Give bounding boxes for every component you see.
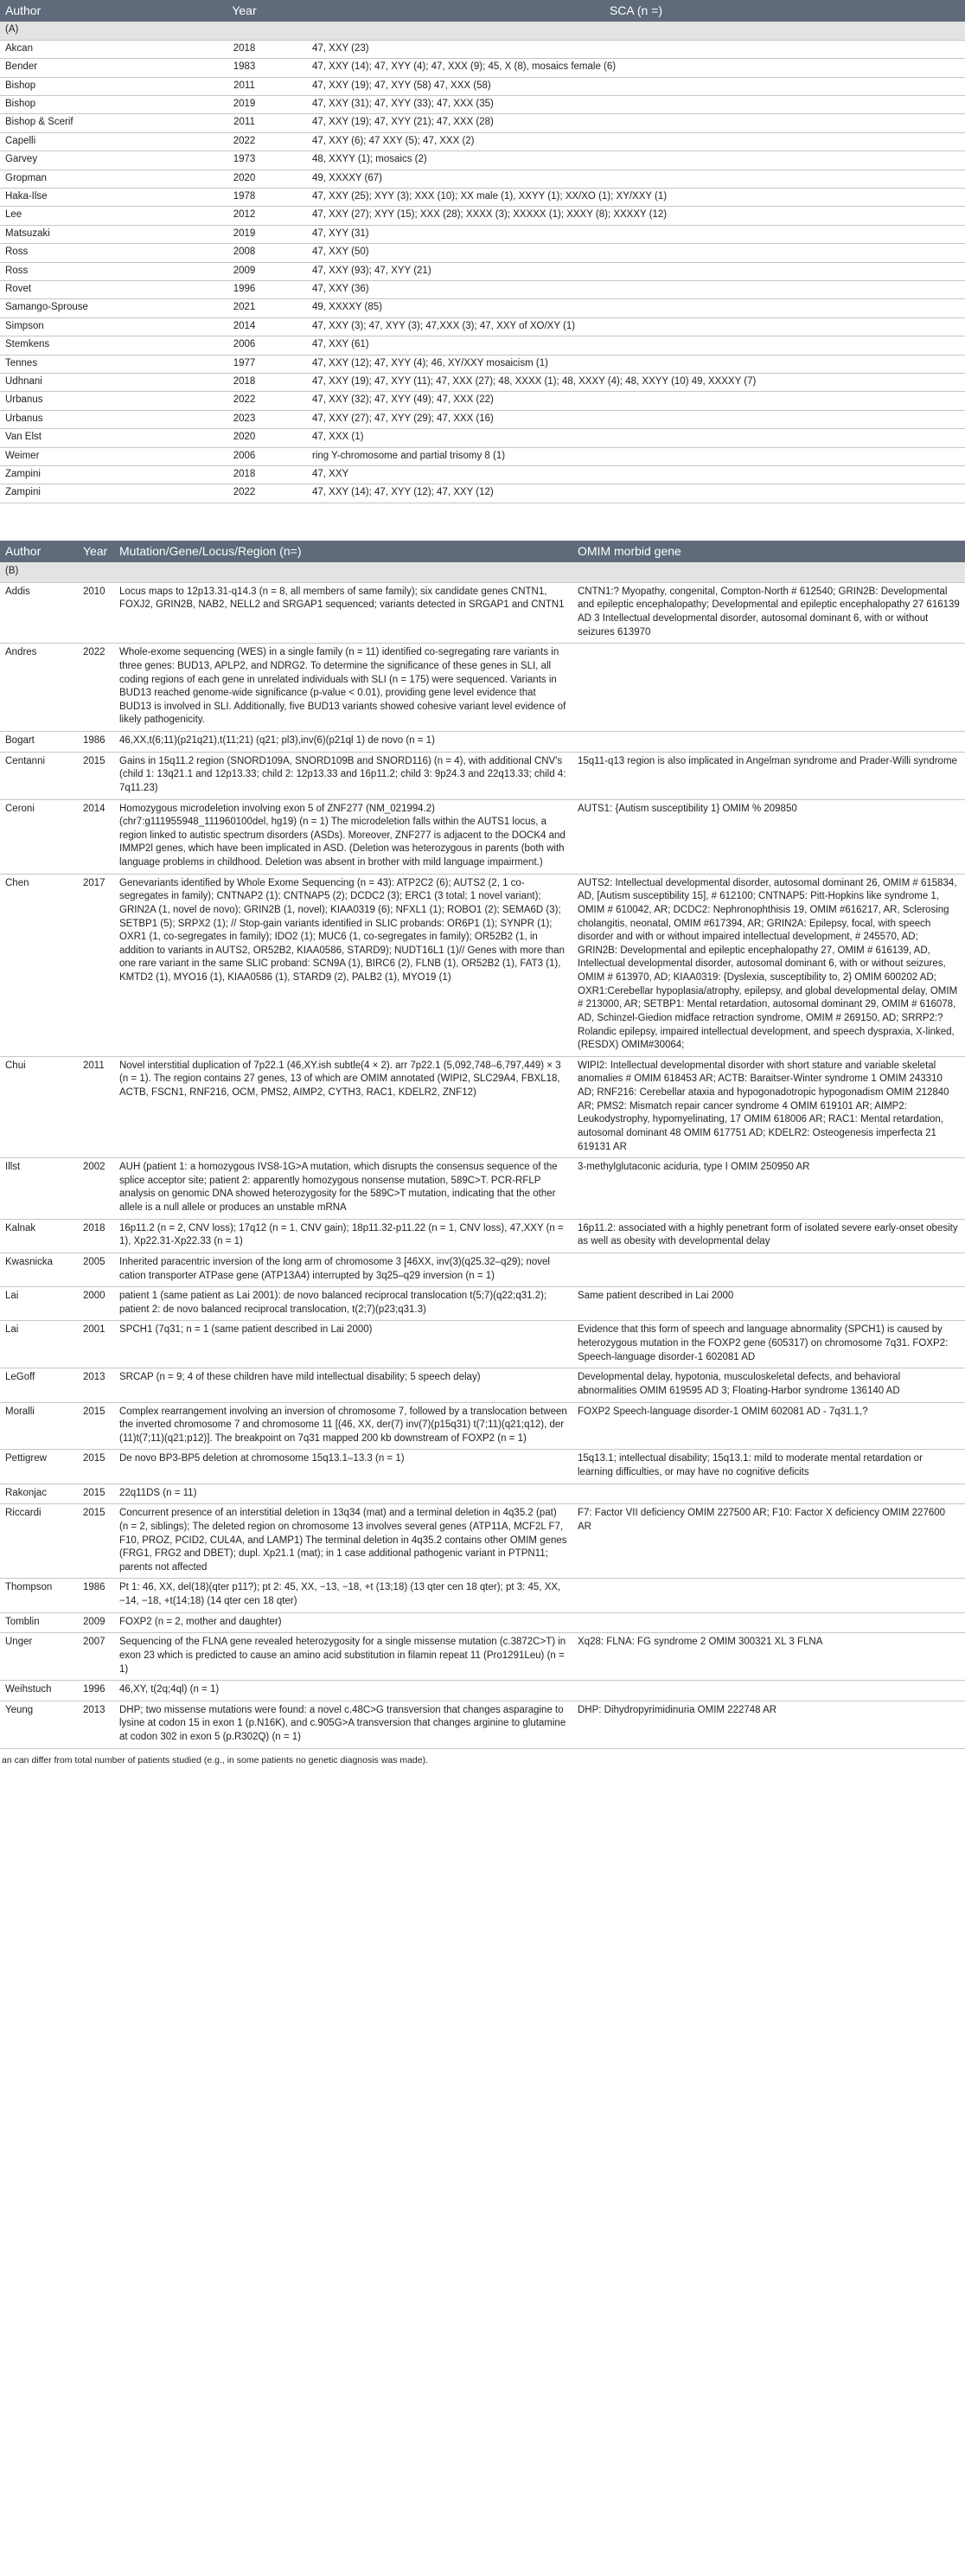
year-cell: 2018	[78, 1219, 114, 1253]
omim-cell	[572, 1681, 965, 1701]
sca-cell: 47, XXY (19); 47, XYY (58) 47, XXX (58)	[307, 77, 965, 95]
year-cell: 2013	[78, 1368, 114, 1402]
mutation-cell: Inherited paracentric inversion of the long arm of chromosome 3 [46XX, inv(3)(q25.32–q29); novel cation transporter ATPase gene (ATP13A4) interrupted by 3q25–q29 inversion (n = 1)	[114, 1253, 572, 1286]
sca-cell: 47, XXY (14); 47, XYY (12); 47, XXY (12)	[307, 484, 965, 503]
table-a-row	[0, 151, 965, 170]
table-a-row	[0, 373, 965, 391]
omim-cell	[572, 1483, 965, 1504]
mutation-cell: DHP; two missense mutations were found: a novel c.48C>G transversion that changes asparagine to lysine at codon 15 in exon 1 (p.N16K), and c.905G>A transversion that changes arginine to glutamine at codon 302 in exon 5 (p.R302Q) (n = 1)	[114, 1701, 572, 1748]
sca-cell: 47, XXY (32); 47, XYY (49); 47, XXX (22)	[307, 392, 965, 410]
year-cell: 2022	[182, 132, 307, 151]
table-b-row	[0, 1701, 965, 1748]
author-cell: Lee	[0, 207, 182, 225]
table-b-header-year: Year	[78, 541, 114, 562]
table-a-row	[0, 189, 965, 207]
mutation-cell: SPCH1 (7q31; n = 1 (same patient described in Lai 2000)	[114, 1321, 572, 1368]
year-cell: 2002	[78, 1158, 114, 1220]
omim-cell: AUTS1: {Autism susceptibility 1} OMIM % 209850	[572, 799, 965, 874]
table-a-row	[0, 225, 965, 243]
sca-cell: 49, XXXXY (85)	[307, 299, 965, 317]
spacer-cell	[0, 503, 965, 541]
table-a-row	[0, 410, 965, 428]
mutation-cell: Homozygous microdeletion involving exon 5 of ZNF277 (NM_021994.2) (chr7:g111955948_111960100del, hg19) (n = 1) The microdeletion falls within the AUTS1 locus, a region linked to autistic spectrum disorders (ASDs). Moreover, ZNF277 is adjacent to the DOCK4 and IMMP2l genes, which have been implicated in ASD. (Deletion was heterozygous in parents (both with language problems in childhood. Deletion was absent in brother with mild language impairment.)	[114, 799, 572, 874]
sca-cell: 47, XXY (19); 47, XYY (21); 47, XXX (28)	[307, 114, 965, 132]
year-cell: 2020	[182, 429, 307, 447]
omim-cell: Xq28: FLNA: FG syndrome 2 OMIM 300321 XL 3 FLNA	[572, 1633, 965, 1681]
sca-cell: 47, XXY (3); 47, XYY (3); 47,XXX (3); 47, XXY of XO/XY (1)	[307, 317, 965, 336]
sca-cell: 47, XXY	[307, 465, 965, 484]
year-cell: 2019	[182, 96, 307, 114]
omim-cell: WIPI2: Intellectual developmental disorder with short stature and variable skeletal anomalies # OMIM 618453 AR; ACTB: Baraitser-Winter syndrome 1 OMIM 243310 AD; RNF216: Cerebellar ataxia and hypogonadotropic hypogonadism OMIM 212840 AR; PMS2: Mismatch repair cancer syndrome 4 OMIM 619101 AR; AIMP2: Leukodystrophy, hypomyelinating, 17 OMIM 618006 AR; RAC1: Mental retardation, autosomal dominant 48 OMIM 617751 AD; KDELR2: Osteogenesis imperfecta 21 619131 AR	[572, 1056, 965, 1157]
table-b-row	[0, 1056, 965, 1157]
omim-cell	[572, 1253, 965, 1286]
author-cell: Bender	[0, 59, 182, 77]
table-b-body	[0, 562, 965, 1748]
author-cell: Bishop	[0, 77, 182, 95]
table-b-row	[0, 1483, 965, 1504]
mutation-cell: Concurrent presence of an interstitial deletion in 13q34 (mat) and a terminal deletion in 4q35.2 (pat) (n = 2, siblings); The deleted region on chromosome 13 involves several genes (ATP11A, MCF2L F7, F10, PROZ, PCID2, CUL4A, and LAMP1) The terminal deletion in 4q35.2 contains other OMIM genes (FRG1, FRG2 and DBET); dupl. Xp21.1 (mat); in 1 case additional pathogenic variant in PTPN11; parents not affected	[114, 1504, 572, 1579]
table-b-row	[0, 1450, 965, 1483]
author-cell: Ceroni	[0, 799, 78, 874]
author-cell: Ross	[0, 244, 182, 262]
table-b-row	[0, 1219, 965, 1253]
mutation-cell: 46,XX,t(6;11)(p21q21),t(11;21) (q21; pl3),inv(6)(p21ql 1) de novo (n = 1)	[114, 732, 572, 753]
sca-cell: 47, XYY (31)	[307, 225, 965, 243]
year-cell: 2022	[182, 484, 307, 503]
author-cell: Unger	[0, 1633, 78, 1681]
sca-cell: 47, XXX (1)	[307, 429, 965, 447]
sca-cell: 48, XXYY (1); mosaics (2)	[307, 151, 965, 170]
mutation-cell: SRCAP (n = 9; 4 of these children have mild intellectual disability; 5 speech delay)	[114, 1368, 572, 1402]
year-cell: 2013	[78, 1701, 114, 1748]
author-cell: Addis	[0, 582, 78, 644]
year-cell: 2011	[182, 114, 307, 132]
author-cell: Urbanus	[0, 392, 182, 410]
table-a-row	[0, 40, 965, 58]
year-cell: 2015	[78, 1450, 114, 1483]
table-a-row	[0, 207, 965, 225]
table-a-row	[0, 447, 965, 465]
sca-cell: 47, XXY (50)	[307, 244, 965, 262]
table-b-row	[0, 732, 965, 753]
mutation-cell: Novel interstitial duplication of 7p22.1 (46,XY.ish subtle(4 × 2). arr 7p22.1 (5,092,748–6,797,449) × 3 (n = 1). The region contains 27 genes, 13 of which are OMIM annotated (WIPI2, SLC29A4, FBXL18, ACTB, FSCN1, RNF216, OCM, PMS2, AIMP2, CYTH3, RAC1, KDELR2, ZNF12)	[114, 1056, 572, 1157]
year-cell: 1978	[182, 189, 307, 207]
mutation-cell: Whole-exome sequencing (WES) in a single family (n = 11) identified co-segregating rare variants in three genes: BUD13, APLP2, and NDRG2. To determine the significance of these genes in SLI, all coding regions of each gene in unrelated individuals with SLI (n = 175) were sequenced. Variants in BUD13 reached genome-wide significance (p-value < 0.01), providing gene level evidence that BUD13 is involved in SLI. Additionally, five BUD13 variants showed cohesive variant level evidence of likely pathogenicity.	[114, 644, 572, 732]
author-cell: Matsuzaki	[0, 225, 182, 243]
mutation-cell: Locus maps to 12p13.31-q14.3 (n = 8, all members of same family); six candidate genes CNTN1, FOXJ2, GRIN2B, NAB2, NELL2 and SRGAP1 sequenced; variants detected in SRGAP1 and CNTN1	[114, 582, 572, 644]
author-cell: Tomblin	[0, 1612, 78, 1633]
omim-cell	[572, 1579, 965, 1612]
omim-cell	[572, 644, 965, 732]
omim-cell: Developmental delay, hypotonia, musculoskeletal defects, and behavioral abnormalities OMIM 619595 AD 3; Floating-Harbor syndrome 136140 AD	[572, 1368, 965, 1402]
mutation-cell: Genevariants identified by Whole Exome Sequencing (n = 43): ATP2C2 (6); AUTS2 (2, 1 co-segregates in family); CNTNAP2 (1); CNTNAP5 (2); DCDC2 (3); ERC1 (3 total; 1 novel variant); GRIN2A (1, novel de novo); GRIN2B (1, novel); KIAA0319 (6); NFXL1 (1); ROBO1 (2); SEMA6D (3); SETBP1 (5); SRPX2 (1); // Stop-gain variants identified in SLIC probands: OR6P1 (1); SYNPR (1); OXR1 (1, co-segregates in family); IDO2 (1); MUC6 (1, co-segregates in family); OR52B2 (1, in addition to variants in AUTS2, OR52B2, KIAA0586, STARD9); NUDT16L1 (1)// Genes with more than one rare variant in the same SLIC proband: SCN9A (1), BIRC6 (2), FLNB (1), OR52B2 (1), FAT3 (1), KMTD2 (1), MYO16 (1), KIAA0586 (1), STARD9 (2), PALB2 (1), MYO19 (1)	[114, 874, 572, 1056]
table-a-row	[0, 429, 965, 447]
table-a-row	[0, 317, 965, 336]
table-b-row	[0, 1402, 965, 1450]
table-a-header-year: Year	[182, 0, 307, 22]
omim-cell: Evidence that this form of speech and language abnormality (SPCH1) is caused by heterozygous mutation in the FOXP2 gene (605317) on chromosome 7q31. FOXP2: Speech-language disorder-1 602081 AD	[572, 1321, 965, 1368]
year-cell: 2001	[78, 1321, 114, 1368]
table-a-row	[0, 77, 965, 95]
author-cell: Ross	[0, 262, 182, 280]
author-cell: LeGoff	[0, 1368, 78, 1402]
omim-cell: 15q13.1; intellectual disability; 15q13.1: mild to moderate mental retardation or learning difficulties, or may have no cognitive deficits	[572, 1450, 965, 1483]
year-cell: 1996	[182, 281, 307, 299]
author-cell: Rovet	[0, 281, 182, 299]
mutation-cell: patient 1 (same patient as Lai 2001): de novo balanced reciprocal translocation t(5;7)(q22;q31.2); patient 2: de novo balanced reciprocal translocation, t(2;7)(p23;q31.3)	[114, 1287, 572, 1321]
author-cell: Garvey	[0, 151, 182, 170]
table-a-section-label: (A)	[0, 22, 965, 40]
year-cell: 2010	[78, 582, 114, 644]
author-cell: Stemkens	[0, 336, 182, 355]
author-cell: Centanni	[0, 752, 78, 799]
table-b-row	[0, 644, 965, 732]
table-b-header-omim: OMIM morbid gene	[572, 541, 965, 562]
table-a-row	[0, 355, 965, 373]
author-cell: Van Elst	[0, 429, 182, 447]
table-footnote: an can differ from total number of patients studied (e.g., in some patients no genetic diagnosis was made).	[2, 1754, 428, 1765]
year-cell: 2019	[182, 225, 307, 243]
omim-cell	[572, 1612, 965, 1633]
author-cell: Chui	[0, 1056, 78, 1157]
year-cell: 1973	[182, 151, 307, 170]
table-b-header-author: Author	[0, 541, 78, 562]
year-cell: 2006	[182, 336, 307, 355]
mutation-cell: Complex rearrangement involving an inversion of chromosome 7, followed by a translocation between the inverted chromosome 7 and chromosome 11 [(46, XX, der(7) inv(7)(p15q31) t(7;11)(q21;q12), der (11)t(7;11)(q21;p12)]. The breakpoint on 7q31 mapped 200 kb downstream of FOXP2 (n = 1)	[114, 1402, 572, 1450]
mutation-cell: 22q11DS (n = 11)	[114, 1483, 572, 1504]
author-cell: Gropman	[0, 170, 182, 188]
author-cell: Chen	[0, 874, 78, 1056]
table-b-header-mutation: Mutation/Gene/Locus/Region (n=)	[114, 541, 572, 562]
table-a-spacer-row	[0, 503, 965, 541]
table-a-header-author: Author	[0, 0, 182, 22]
omim-cell: CNTN1:? Myopathy, congenital, Compton-North # 612540; GRIN2B: Developmental and epileptic encephalopathy; Developmental and epileptic encephalopathy 27 616139 AD 3 Intellectual developmental disorder, autosomal dominant 6, with or without seizures 613970	[572, 582, 965, 644]
omim-cell: 15q11-q13 region is also implicated in Angelman syndrome and Prader-Willi syndrome	[572, 752, 965, 799]
year-cell: 2022	[78, 644, 114, 732]
year-cell: 2018	[182, 465, 307, 484]
author-cell: Zampini	[0, 465, 182, 484]
author-cell: Lai	[0, 1321, 78, 1368]
author-cell: Akcan	[0, 40, 182, 58]
author-cell: Yeung	[0, 1701, 78, 1748]
omim-cell: Same patient described in Lai 2000	[572, 1287, 965, 1321]
mutation-cell: De novo BP3-BP5 deletion at chromosome 15q13.1–13.3 (n = 1)	[114, 1450, 572, 1483]
author-cell: Illst	[0, 1158, 78, 1220]
year-cell: 2014	[182, 317, 307, 336]
table-a-row	[0, 132, 965, 151]
year-cell: 2000	[78, 1287, 114, 1321]
year-cell: 1977	[182, 355, 307, 373]
author-cell: Kwasnicka	[0, 1253, 78, 1286]
year-cell: 2015	[78, 1402, 114, 1450]
table-a-row	[0, 299, 965, 317]
table-a-row	[0, 244, 965, 262]
year-cell: 1996	[78, 1681, 114, 1701]
table-a-row	[0, 96, 965, 114]
author-cell: Kalnak	[0, 1219, 78, 1253]
sca-cell: 47, XXY (23)	[307, 40, 965, 58]
omim-cell: 16p11.2: associated with a highly penetrant form of isolated severe early-onset obesity as well as obesity with developmental delay	[572, 1219, 965, 1253]
omim-cell: F7: Factor VII deficiency OMIM 227500 AR; F10: Factor X deficiency OMIM 227600 AR	[572, 1504, 965, 1579]
table-b	[0, 541, 965, 1749]
sca-cell: 49, XXXXY (67)	[307, 170, 965, 188]
omim-cell	[572, 732, 965, 753]
sca-cell: 47, XXY (19); 47, XYY (11); 47, XXX (27); 48, XXXX (1); 48, XXXY (4); 48, XXYY (10) 49, XXXXY (7)	[307, 373, 965, 391]
author-cell: Zampini	[0, 484, 182, 503]
sca-cell: ring Y-chromosome and partial trisomy 8 (1)	[307, 447, 965, 465]
author-cell: Tennes	[0, 355, 182, 373]
sca-cell: 47, XXY (27); XYY (15); XXX (28); XXXX (3); XXXXX (1); XXXY (8); XXXXY (12)	[307, 207, 965, 225]
sca-cell: 47, XXY (31); 47, XYY (33); 47, XXX (35)	[307, 96, 965, 114]
table-a-row	[0, 170, 965, 188]
year-cell: 2015	[78, 1483, 114, 1504]
table-a-row	[0, 484, 965, 503]
table-a-row	[0, 336, 965, 355]
sca-cell: 47, XXY (93); 47, XYY (21)	[307, 262, 965, 280]
author-cell: Samango-Sprouse	[0, 299, 182, 317]
year-cell: 1986	[78, 1579, 114, 1612]
table-b-row	[0, 582, 965, 644]
year-cell: 2008	[182, 244, 307, 262]
sca-cell: 47, XXY (14); 47, XYY (4); 47, XXX (9); 45, X (8), mosaics female (6)	[307, 59, 965, 77]
table-a-header-sca: SCA (n =)	[307, 0, 965, 22]
year-cell: 2017	[78, 874, 114, 1056]
mutation-cell: 46,XY, t(2q;4ql) (n = 1)	[114, 1681, 572, 1701]
author-cell: Lai	[0, 1287, 78, 1321]
year-cell: 2007	[78, 1633, 114, 1681]
table-b-row	[0, 1504, 965, 1579]
table-b-row	[0, 1253, 965, 1286]
author-cell: Weihstuch	[0, 1681, 78, 1701]
author-cell: Moralli	[0, 1402, 78, 1450]
sca-cell: 47, XXY (6); 47 XXY (5); 47, XXX (2)	[307, 132, 965, 151]
year-cell: 2022	[182, 392, 307, 410]
author-cell: Urbanus	[0, 410, 182, 428]
sca-cell: 47, XXY (12); 47, XYY (4); 46, XY/XXY mosaicism (1)	[307, 355, 965, 373]
year-cell: 2018	[182, 40, 307, 58]
mutation-cell: Pt 1: 46, XX, del(18)(qter p11?); pt 2: 45, XX, −13, −18, +t (13;18) (13 qter cen 18 qter); pt 3: 45, XX, −14, −18, +t(14;18) (14 qter cen 18 qter)	[114, 1579, 572, 1612]
table-b-row	[0, 1287, 965, 1321]
mutation-cell: Sequencing of the FLNA gene revealed heterozygosity for a single missense mutation (c.3872C>T) in exon 23 which is predicted to cause an amino acid substitution in filamin repeat 11 (Pro1291Leu) (n = 1)	[114, 1633, 572, 1681]
year-cell: 2015	[78, 752, 114, 799]
year-cell: 2023	[182, 410, 307, 428]
author-cell: Udhnani	[0, 373, 182, 391]
author-cell: Pettigrew	[0, 1450, 78, 1483]
author-cell: Haka-Ilse	[0, 189, 182, 207]
author-cell: Simpson	[0, 317, 182, 336]
table-b-row	[0, 1321, 965, 1368]
author-cell: Weimer	[0, 447, 182, 465]
omim-cell: 3-methylglutaconic aciduria, type I OMIM 250950 AR	[572, 1158, 965, 1220]
year-cell: 1983	[182, 59, 307, 77]
table-b-row	[0, 1368, 965, 1402]
year-cell: 2005	[78, 1253, 114, 1286]
year-cell: 2021	[182, 299, 307, 317]
table-b-header-row	[0, 541, 965, 562]
year-cell: 2009	[78, 1612, 114, 1633]
year-cell: 2014	[78, 799, 114, 874]
year-cell: 2015	[78, 1504, 114, 1579]
sca-cell: 47, XXY (25); XYY (3); XXX (10); XX male (1), XXYY (1); XX/XO (1); XY/XXY (1)	[307, 189, 965, 207]
table-a-header-row	[0, 0, 965, 22]
table-b-row	[0, 1579, 965, 1612]
author-cell: Bishop	[0, 96, 182, 114]
year-cell: 2011	[78, 1056, 114, 1157]
author-cell: Capelli	[0, 132, 182, 151]
author-cell: Andres	[0, 644, 78, 732]
author-cell: Rakonjac	[0, 1483, 78, 1504]
table-a-row	[0, 465, 965, 484]
sca-cell: 47, XXY (27); 47, XYY (29); 47, XXX (16)	[307, 410, 965, 428]
table-a	[0, 0, 965, 541]
year-cell: 1986	[78, 732, 114, 753]
table-b-row	[0, 799, 965, 874]
author-cell: Bogart	[0, 732, 78, 753]
mutation-cell: AUH (patient 1: a homozygous IVS8-1G>A mutation, which disrupts the consensus sequence of the splice acceptor site; patient 2: apparently homozygous nonsense mutation, 589C>T. PCR-RFLP analysis on genomic DNA showed heterozygosity for the 589C>T mutation, indicating that the other allele is a null allele or produces an unstable mRNA	[114, 1158, 572, 1220]
table-b-row	[0, 1612, 965, 1633]
table-b-row	[0, 752, 965, 799]
table-a-body	[0, 22, 965, 541]
table-b-row	[0, 1681, 965, 1701]
author-cell: Riccardi	[0, 1504, 78, 1579]
table-a-row	[0, 114, 965, 132]
table-b-row	[0, 1633, 965, 1681]
year-cell: 2011	[182, 77, 307, 95]
mutation-cell: 16p11.2 (n = 2, CNV loss); 17q12 (n = 1, CNV gain); 18p11.32-p11.22 (n = 1, CNV loss), 47,XXY (n = 1), Xp22.31-Xp22.33 (n = 1)	[114, 1219, 572, 1253]
table-a-row	[0, 59, 965, 77]
year-cell: 2020	[182, 170, 307, 188]
author-cell: Bishop & Scerif	[0, 114, 182, 132]
table-a-row	[0, 262, 965, 280]
omim-cell: AUTS2: Intellectual developmental disorder, autosomal dominant 26, OMIM # 615834, AD, [Autism susceptibility 15], # 612100; CNTNAP5: Pitt-Hopkins like syndrome 1, OMIM # 610042, AR; DCDC2: Nephronophthisis 19, OMIM #616217, AR, Sclerosing cholangitis, neonatal, OMIM #617394, AR; GRIN2A: Epilepsy, focal, with speech disorder and with or without impaired intellectual development, # 245570, AD; GRIN2B: Developmental and epileptic encephalopathy 27, OMIM # 616139, AD, Intellectual developmental disorder, autosomal dominant 6, with or without seizures, OMIM # 613970, AD; KIAA0319: {Dyslexia, susceptibility to, 2} OMIM 600202 AD; OXR1:Cerebellar hypoplasia/atrophy, epilepsy, and global developmental delay, OMIM # 213000, AR; SETBP1: Mental retardation, autosomal dominant 29, OMIM # 616078, AD, Schinzel-Giedion midface retraction syndrome, OMIM # 269150, AD; SRRP2:?Rolandic epilepsy, impaired intellectual development, and speech dyspraxia, X-linked, (RESDX) OMIM#30064;	[572, 874, 965, 1056]
table-a-row	[0, 281, 965, 299]
table-b-row	[0, 874, 965, 1056]
omim-cell: FOXP2 Speech-language disorder-1 OMIM 602081 AD - 7q31.1,?	[572, 1402, 965, 1450]
table-a-row	[0, 392, 965, 410]
year-cell: 2009	[182, 262, 307, 280]
year-cell: 2018	[182, 373, 307, 391]
year-cell: 2006	[182, 447, 307, 465]
table-b-section-label: (B)	[0, 562, 965, 582]
author-cell: Thompson	[0, 1579, 78, 1612]
mutation-cell: FOXP2 (n = 2, mother and daughter)	[114, 1612, 572, 1633]
mutation-cell: Gains in 15q11.2 region (SNORD109A, SNORD109B and SNORD116) (n = 4), with additional CNV's (child 1: 13q21.1 and 12p13.33; child 2: 12p13.33 and 16p11.2; child 3: 9p24.3 and 22q13.33; child 4: 7q11.23)	[114, 752, 572, 799]
table-b-row	[0, 1158, 965, 1220]
omim-cell: DHP: Dihydropyrimidinuria OMIM 222748 AR	[572, 1701, 965, 1748]
table-b-section-row	[0, 562, 965, 582]
sca-cell: 47, XXY (36)	[307, 281, 965, 299]
table-a-section-row	[0, 22, 965, 40]
sca-cell: 47, XXY (61)	[307, 336, 965, 355]
year-cell: 2012	[182, 207, 307, 225]
